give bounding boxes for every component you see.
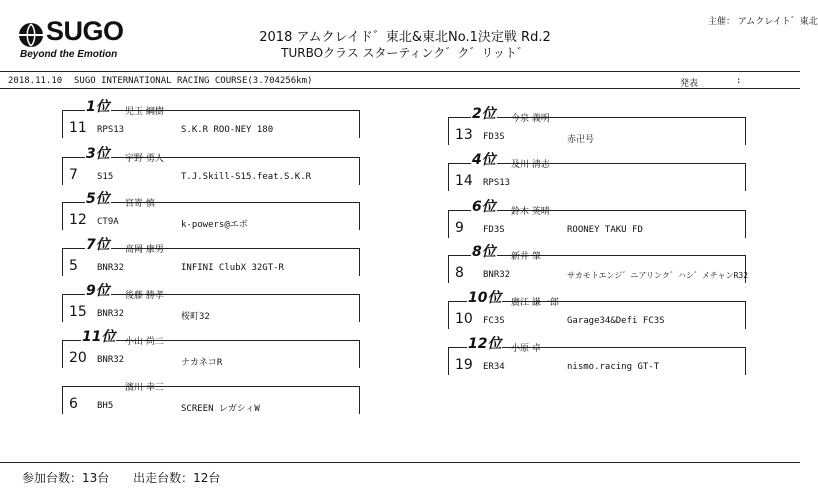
team-name: 桜町32	[181, 312, 210, 322]
grid-slot-9	[62, 283, 360, 322]
team-name: Garage34&Defi FC3S	[567, 316, 665, 326]
car-model: RPS13	[483, 178, 511, 188]
grid-position: 3位	[86, 146, 110, 162]
car-number: 7	[69, 167, 78, 183]
car-number: 14	[455, 173, 473, 189]
driver-name: 及川 清志	[511, 160, 550, 170]
driver-name: 高岡 康男	[125, 245, 164, 255]
grid-slot-1	[62, 99, 360, 138]
organizer: 主催： アムクレイト゛東北	[708, 17, 818, 27]
grid-position: 11位	[82, 329, 116, 345]
header-rule-bottom	[0, 88, 800, 89]
team-name: SCREEN レガシィW	[181, 404, 260, 414]
grid-slot-10	[448, 290, 746, 329]
sugo-logo	[18, 16, 138, 62]
team-name: 赤卍号	[567, 135, 595, 145]
grid-slot-2	[448, 106, 746, 145]
grid-slot-7	[62, 237, 360, 276]
car-model: S15	[97, 172, 114, 182]
team-name: T.J.Skill-S15.feat.S.K.R	[181, 172, 312, 182]
car-model: FC3S	[483, 316, 505, 326]
car-model: CT9A	[97, 217, 119, 227]
car-model: BH5	[97, 401, 114, 411]
grid-slot-8	[448, 244, 749, 283]
class-subtitle: TURBOクラス スターティンク゛ク゛リット゛	[281, 46, 529, 60]
team-name: ROONEY TAKU FD	[567, 225, 643, 235]
driver-name: 廣江 謙一郎	[511, 298, 559, 308]
event-title: 2018 アムクレイド゛東北&東北No.1決定戦 Rd.2	[259, 30, 551, 45]
driver-name: 今泉 義明	[511, 114, 550, 124]
team-name: サカモトエンジ゛ニアリンク゛ハシ゛メチャンR32	[567, 271, 749, 280]
car-number: 11	[69, 120, 87, 136]
driver-name: 鈴木 英晴	[511, 207, 550, 217]
car-model: BNR32	[97, 355, 125, 365]
sugo-emblem-icon	[18, 22, 44, 48]
driver-name: 後藤 勝孝	[125, 291, 164, 301]
driver-name: 濱川 幸三	[125, 383, 164, 393]
announce-colon: :	[736, 76, 742, 86]
car-number: 13	[455, 127, 473, 143]
logo-tagline: Beyond the Emotion	[20, 49, 118, 60]
footer-counts	[22, 469, 240, 486]
car-number: 6	[69, 396, 78, 412]
car-number: 12	[69, 212, 87, 228]
car-number: 10	[455, 311, 473, 327]
grid-position: 9位	[86, 283, 110, 299]
car-model: RPS13	[97, 125, 125, 135]
grid-position: 2位	[472, 106, 496, 122]
starter-count: 出走台数：12台	[133, 471, 221, 485]
grid-position: 6位	[472, 199, 496, 215]
driver-name: 児玉 綱樹	[125, 107, 164, 117]
venue: SUGO INTERNATIONAL RACING COURSE(3.704256km)	[74, 76, 313, 86]
grid-position: 4位	[472, 152, 496, 168]
grid-slot-5	[62, 191, 360, 230]
team-name: INFINI ClubX 32GT-R	[181, 263, 284, 273]
grid-slot-11	[62, 329, 360, 368]
car-model: FD3S	[483, 225, 505, 235]
car-number: 20	[69, 350, 87, 366]
participant-count: 参加台数：13台	[22, 471, 110, 485]
driver-name: 新井 肇	[511, 252, 541, 262]
grid-slot-3	[62, 146, 360, 185]
grid-slot-non-starter	[62, 383, 360, 414]
meta-line	[0, 71, 800, 89]
logo-text: SUGO	[46, 16, 124, 46]
car-number: 5	[69, 258, 78, 274]
car-model: BNR32	[97, 309, 125, 319]
car-number: 15	[69, 304, 87, 320]
announce-label: 発表	[680, 79, 699, 89]
grid-position: 10位	[468, 290, 502, 306]
grid-slot-6	[448, 199, 746, 238]
driver-name: 宮嵜 慎	[125, 199, 155, 209]
car-model: ER34	[483, 362, 505, 372]
car-number: 9	[455, 220, 464, 236]
grid-slot-12	[448, 336, 746, 375]
team-name: nismo.racing GT-T	[567, 362, 660, 372]
grid-position: 1位	[86, 99, 110, 115]
car-model: BNR32	[483, 270, 511, 280]
car-model: FD3S	[483, 132, 505, 142]
car-model: BNR32	[97, 263, 125, 273]
driver-name: 小原 卓	[511, 344, 541, 354]
footer-rule	[0, 462, 800, 463]
driver-name: 小山 尚二	[125, 337, 164, 347]
grid-position: 8位	[472, 244, 496, 260]
driver-name: 宇野 勇人	[125, 154, 164, 164]
car-number: 8	[455, 265, 464, 281]
grid-position: 5位	[86, 191, 110, 207]
team-name: ナカネコR	[181, 358, 223, 368]
grid-position: 12位	[468, 336, 502, 352]
grid-slot-4	[448, 152, 746, 191]
event-date: 2018.11.10	[8, 76, 63, 86]
team-name: k-powers@エボ	[181, 220, 248, 230]
car-number: 19	[455, 357, 473, 373]
grid-position: 7位	[86, 237, 110, 253]
team-name: S.K.R ROO-NEY 180	[181, 125, 274, 135]
